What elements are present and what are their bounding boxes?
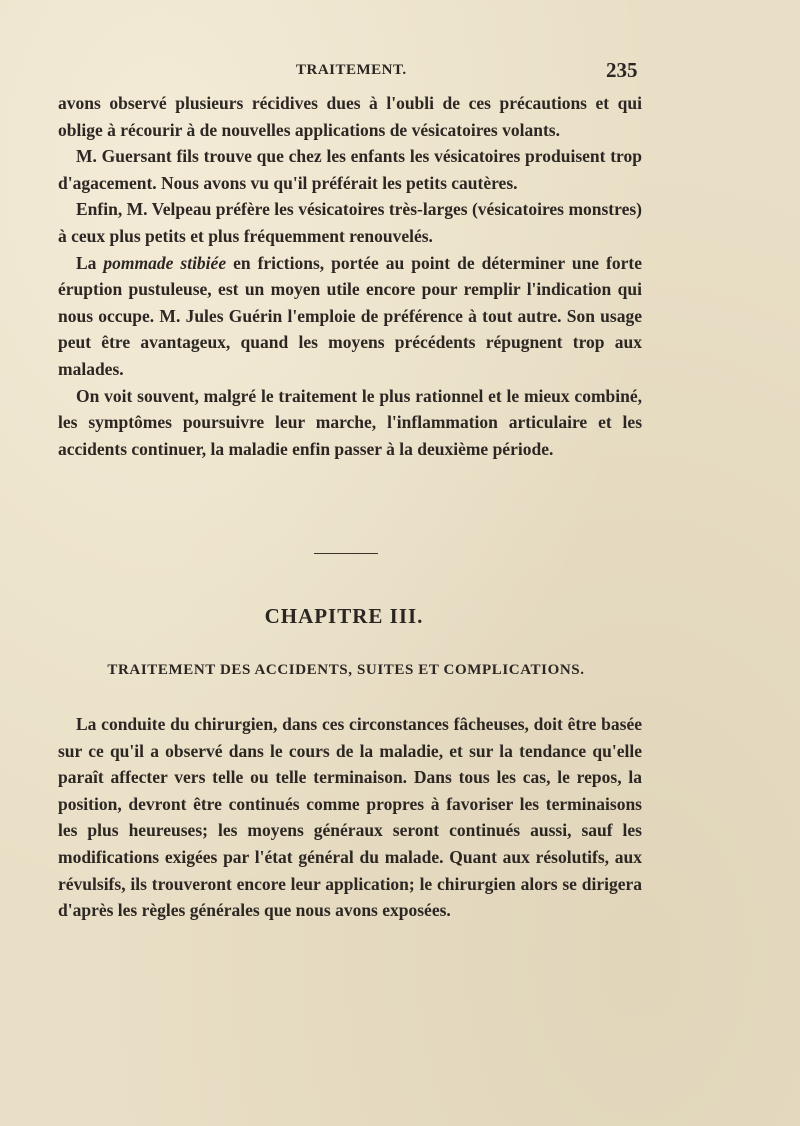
paragraph: La conduite du chirurgien, dans ces circonstances fâcheuses, doit être basée sur ce qu'il a observé dans le cours de la maladie, et sur la tendance qu'elle paraît affecter vers telle ou telle terminaison. Dans tous les cas, le repos, la position, devront être continués comme propres à favoriser les terminaisons les plus heureuses; les moyens généraux seront continués aussi, sauf les modifications exigées par l'état général du malade. Quant aux résolutifs, aux révulsifs, ils trouveront encore leur application; le chirurgien alors se dirigera d'après les règles générales que nous avons exposées. bbox=[58, 714, 642, 921]
paragraph: avons observé plusieurs récidives dues à l'oubli de ces précautions et qui oblige à récourir à de nouvelles applications de vésicatoires volants. bbox=[58, 93, 642, 140]
body-text-top bbox=[58, 90, 642, 462]
chapter-subtitle: TRAITEMENT DES ACCIDENTS, SUITES ET COMPLICATIONS. bbox=[107, 662, 585, 678]
body-text-bottom bbox=[58, 711, 642, 924]
paragraph: Enfin, M. Velpeau préfère les vésicatoires très-larges (vésicatoires monstres) à ceux plus petits et plus fréquemment renouvelés. bbox=[58, 199, 642, 246]
italic-term: pommade stibiée bbox=[103, 252, 227, 273]
running-title: TRAITEMENT. bbox=[296, 62, 407, 78]
section-divider bbox=[314, 553, 378, 554]
paragraph bbox=[58, 250, 642, 383]
paragraph: On voit souvent, malgré le traitement le plus rationnel et le mieux combiné, les symptômes poursuivre leur marche, l'inflammation articulaire et les accidents continuer, la maladie enfin passer à la deuxième période. bbox=[58, 385, 642, 459]
running-head bbox=[0, 58, 800, 86]
paragraph-text: en frictions, portée au point de déterminer une forte éruption pustuleuse, est un moyen utile encore pour remplir l'indication qui nous occupe. M. Jules Guérin l'emploie de préférence à tout autre. Son usage peut être avantageux, quand les moyens précédents répugnent trop aux malades. bbox=[58, 252, 642, 379]
chapter-title: CHAPITRE III. bbox=[264, 604, 424, 628]
paragraph-text: La bbox=[76, 252, 104, 273]
paragraph: M. Guersant fils trouve que chez les enfants les vésicatoires produisent trop d'agacement. Nous avons vu qu'il préférait les petits cautères. bbox=[58, 146, 642, 193]
page-number: 235 bbox=[606, 58, 638, 82]
